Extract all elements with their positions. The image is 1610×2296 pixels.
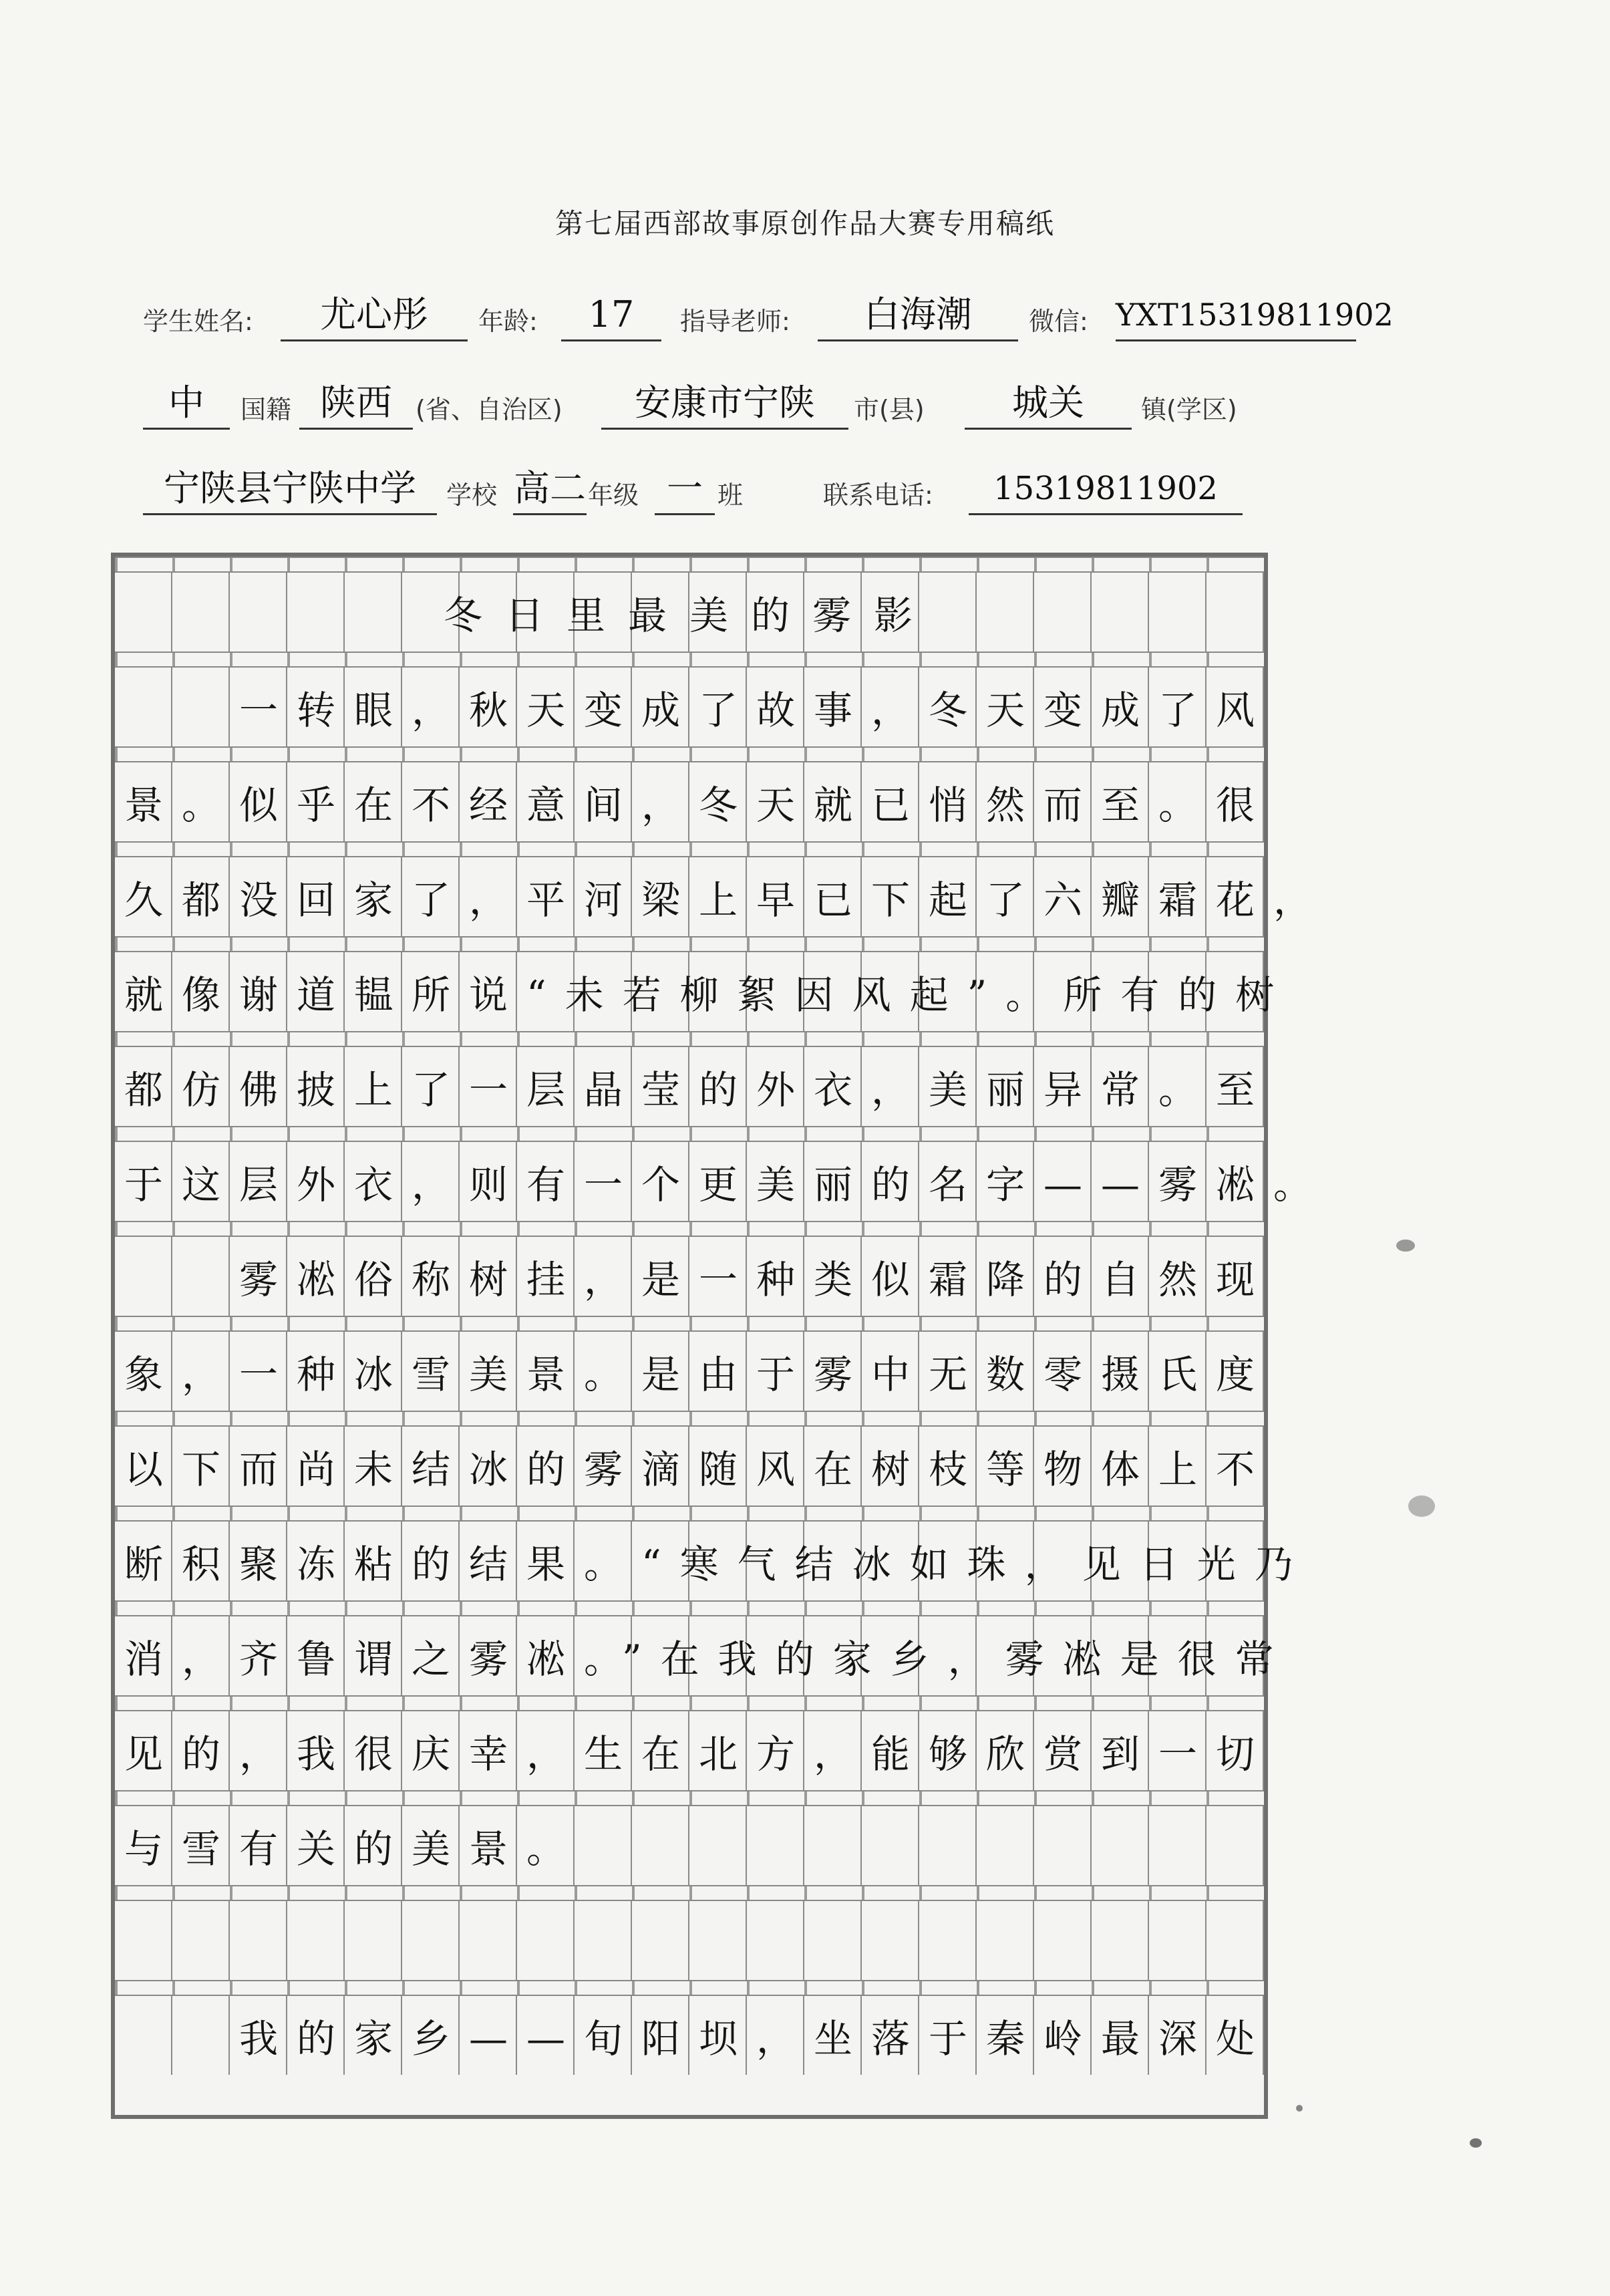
country-field[interactable]: 中 bbox=[143, 378, 230, 430]
teacher-field[interactable]: 白海潮 bbox=[818, 290, 1018, 341]
info-line-region bbox=[0, 369, 1610, 429]
class-label: 班 bbox=[717, 480, 744, 510]
row-spacer bbox=[115, 1600, 1264, 1616]
row-spacer bbox=[115, 557, 1264, 573]
grid-row bbox=[115, 1885, 1264, 1980]
grid-row bbox=[115, 1980, 1274, 2075]
school-label: 学校 bbox=[446, 480, 498, 510]
teacher-label: 指导老师: bbox=[680, 307, 790, 336]
grade-label: 年级 bbox=[588, 480, 639, 510]
row-spacer bbox=[115, 1695, 1264, 1711]
age-field[interactable]: 17 bbox=[561, 290, 661, 341]
province-label: (省、自治区) bbox=[416, 395, 562, 424]
scan-speck bbox=[1408, 1495, 1435, 1517]
grid-row bbox=[115, 936, 1293, 1031]
scan-speck bbox=[1296, 2105, 1303, 2112]
city-label: 市(县) bbox=[854, 395, 925, 424]
essay-line: 见的，我很庆幸，生在北方，能够欣赏到一切 bbox=[124, 1731, 1274, 1777]
essay-line: 以下而尚未结冰的雾滴随风在树枝等物体上不 bbox=[124, 1447, 1274, 1492]
wechat-label: 微信: bbox=[1029, 307, 1088, 336]
school-field[interactable]: 宁陕县宁陕中学 bbox=[143, 464, 437, 515]
essay-line: 景。似乎在不经意间，冬天就已悄然而至。很 bbox=[124, 782, 1274, 828]
row-spacer bbox=[115, 1316, 1264, 1332]
page-title: 第七届西部故事原创作品大赛专用稿纸 bbox=[554, 207, 1055, 240]
city-field[interactable]: 安康市宁陕 bbox=[601, 378, 848, 430]
row-spacer bbox=[115, 652, 1264, 668]
class-field[interactable]: 一 bbox=[655, 464, 715, 515]
essay-line bbox=[115, 1901, 1264, 1980]
row-spacer bbox=[115, 1505, 1264, 1522]
row-spacer bbox=[115, 1031, 1264, 1047]
province-field[interactable]: 陕西 bbox=[299, 378, 413, 430]
info-line-student bbox=[0, 281, 1610, 341]
row-spacer bbox=[115, 1411, 1264, 1427]
row-spacer bbox=[115, 1790, 1264, 1806]
town-label: 镇(学区) bbox=[1141, 395, 1237, 424]
essay-line: 断积聚冻粘的结果。“寒气结冰如珠，见日光乃 bbox=[124, 1542, 1312, 1587]
scan-speck bbox=[1470, 2138, 1482, 2148]
row-spacer bbox=[115, 936, 1264, 952]
grid-row bbox=[115, 1411, 1274, 1505]
row-spacer bbox=[115, 746, 1264, 762]
name-field[interactable]: 尤心彤 bbox=[281, 290, 468, 341]
essay-line: 象，一种冰雪美景。是由于雾中无数零摄氏度 bbox=[124, 1352, 1274, 1397]
name-label: 学生姓名: bbox=[143, 307, 253, 336]
essay-line: 消，齐鲁谓之雾凇。”在我的家乡，雾凇是很常 bbox=[124, 1636, 1293, 1682]
essay-line: 就像谢道韫所说“未若柳絮因风起”。所有的树 bbox=[124, 972, 1293, 1018]
row-spacer bbox=[115, 1221, 1264, 1237]
row-spacer bbox=[115, 1885, 1264, 1901]
essay-title: 冬日里最美的雾影 bbox=[443, 593, 935, 638]
essay-line: 我的家乡——旬阳坝，坐落于秦岭最深处 bbox=[124, 2016, 1274, 2061]
grid-row-title bbox=[115, 557, 1264, 652]
essay-line: 都仿佛披上了一层晶莹的外衣，美丽异常。至 bbox=[124, 1067, 1274, 1113]
town-field[interactable]: 城关 bbox=[965, 378, 1132, 430]
essay-line: 一转眼，秋天变成了故事，冬天变成了风 bbox=[124, 688, 1274, 733]
info-line-school bbox=[0, 454, 1610, 515]
row-spacer bbox=[115, 841, 1264, 857]
country-label: 国籍 bbox=[240, 395, 292, 424]
grid-row bbox=[115, 1316, 1274, 1411]
writing-grid bbox=[111, 553, 1331, 2119]
age-label: 年龄: bbox=[478, 307, 538, 336]
grid-row bbox=[115, 1126, 1331, 1221]
phone-field[interactable]: 15319811902 bbox=[969, 464, 1243, 515]
wechat-field[interactable]: YXT15319811902 bbox=[1116, 290, 1356, 341]
scan-speck bbox=[1396, 1240, 1415, 1252]
row-spacer bbox=[115, 1126, 1264, 1142]
grid-row bbox=[115, 1221, 1274, 1316]
grid-row bbox=[115, 746, 1274, 841]
phone-label: 联系电话: bbox=[823, 480, 933, 510]
grid-row bbox=[115, 1600, 1293, 1695]
grade-field[interactable]: 高二 bbox=[513, 464, 587, 515]
grid-row bbox=[115, 841, 1331, 936]
essay-line: 久都没回家了，平河梁上早已下起了六瓣霜花， bbox=[124, 877, 1331, 923]
essay-line: 雾凇俗称树挂，是一种类似霜降的自然现 bbox=[124, 1257, 1274, 1302]
row-spacer bbox=[115, 1980, 1264, 1996]
essay-line: 与雪有关的美景。 bbox=[124, 1826, 585, 1872]
grid-row bbox=[115, 1505, 1312, 1600]
essay-line: 于这层外衣，则有一个更美丽的名字——雾凇。 bbox=[124, 1162, 1331, 1207]
grid-row bbox=[115, 1031, 1274, 1126]
grid-row bbox=[115, 1790, 1264, 1885]
grid-row bbox=[115, 1695, 1274, 1790]
grid-row bbox=[115, 652, 1274, 746]
